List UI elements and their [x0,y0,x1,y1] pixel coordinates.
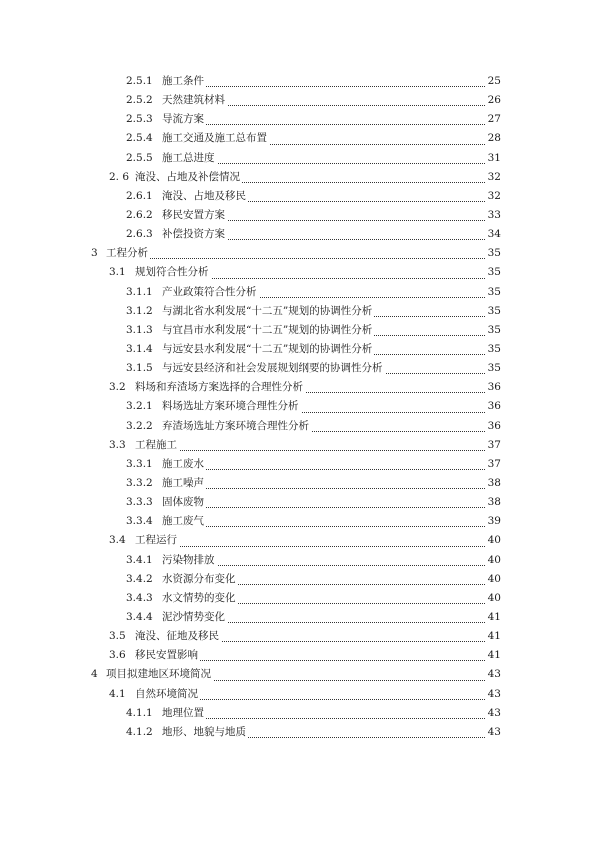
toc-section-title: 水文情势的变化 [162,589,238,608]
toc-section-number: 3.4.1 [126,553,153,566]
toc-section-number: 3.2.1 [126,400,153,413]
dot-leader [162,699,485,719]
toc-page-number: 43 [487,665,501,684]
toc-section-title: 项目拟建地区环境简况 [106,665,213,684]
toc-section-number: 2.6.3 [126,228,153,241]
toc-section-number: 4.1.2 [126,725,153,738]
toc-section-number: 4.1 [109,687,126,700]
toc-page-number: 36 [487,397,501,416]
toc-page-number: 38 [487,493,501,512]
toc-section-title: 与宜昌市水利发展“十二五”规划的协调性分析 [162,321,374,340]
toc-page-number: 35 [487,359,501,378]
toc-section-number: 3.3.1 [126,457,153,470]
toc-section-number: 3.4 [109,534,126,547]
toc-page-number: 40 [487,551,501,570]
toc-page-number: 35 [487,302,501,321]
dot-leader [162,67,485,87]
toc-page-number: 41 [487,608,501,627]
toc-section-title: 工程运行 [135,531,179,550]
toc-section-number: 3.5 [109,630,126,643]
toc-page-number: 43 [487,723,501,742]
toc-section-title: 工程施工 [135,436,179,455]
toc-section-number: 3.1.5 [126,362,153,375]
dot-leader [135,431,485,451]
toc-section-number: 2.5.4 [126,132,153,145]
toc-section-title: 天然建筑材料 [162,91,227,110]
toc-page-number: 25 [487,72,501,91]
toc-page-number: 31 [487,149,501,168]
toc-section-title: 与湖北省水利发展“十二五”规划的协调性分析 [162,302,374,321]
toc-page-number: 43 [487,685,501,704]
toc-section-title: 与远安县水利发展“十二五”规划的协调性分析 [162,340,374,359]
toc-section-number: 3.1.2 [126,304,153,317]
toc-page-number: 40 [487,589,501,608]
toc-section-title: 地形、地貌与地质 [162,723,248,742]
toc-page-number: 40 [487,531,501,550]
toc-section-title: 泥沙情势变化 [162,608,227,627]
toc-page-number: 37 [487,455,501,474]
toc-section-number: 3.3 [109,438,126,451]
toc-section-title: 导流方案 [162,110,206,129]
toc-section-title: 施工交通及施工总布置 [162,129,269,148]
toc-section-title: 产业政策符合性分析 [162,283,259,302]
toc-section-title: 自然环境简况 [135,685,200,704]
toc-section-number: 3 [91,247,98,260]
toc-page-number: 34 [487,225,501,244]
toc-section-number: 3.4.3 [126,591,153,604]
dot-leader [135,526,485,546]
toc-page-number: 35 [487,263,501,282]
toc-section-title: 补偿投资方案 [162,225,227,244]
toc-section-number: 2. 6 [109,170,130,183]
toc-section-title: 工程分析 [106,244,150,263]
toc-section-number: 3.3.2 [126,476,153,489]
toc-section-title: 淹没、占地及补偿情况 [135,168,242,187]
toc-page-number: 35 [487,340,501,359]
toc-page-number: 28 [487,129,501,148]
toc-section-title: 水资源分布变化 [162,570,238,589]
toc-section-number: 3.4.2 [126,572,153,585]
toc-section-title: 移民安置影响 [135,646,200,665]
toc-page-number: 27 [487,110,501,129]
toc-page-number: 35 [487,321,501,340]
toc-section-number: 3.1.1 [126,285,153,298]
toc-section-number: 2.5.5 [126,151,153,164]
toc-section-number: 3.1 [109,266,126,279]
toc-section-title: 规划符合性分析 [135,263,211,282]
toc-section-number: 3.4.4 [126,610,153,623]
toc-page-number: 40 [487,570,501,589]
toc-section-title: 地理位置 [162,704,206,723]
toc-page-number: 43 [487,704,501,723]
toc-page-number: 35 [487,283,501,302]
dot-leader [162,488,485,508]
toc-section-title: 施工条件 [162,72,206,91]
dot-leader [106,239,485,259]
dot-leader [162,450,485,470]
toc-section-number: 2.5.1 [126,75,153,87]
toc-section-number: 3.3.3 [126,496,153,509]
toc-page-number: 41 [487,646,501,665]
toc-page-number: 33 [487,206,501,225]
toc-section-number: 2.6.2 [126,208,153,221]
toc-page-number: 39 [487,512,501,531]
toc-section-number: 4 [91,668,98,681]
toc-page-number: 41 [487,627,501,646]
toc-entry[interactable] [0,723,595,742]
dot-leader [162,469,485,489]
toc-section-title: 施工废水 [162,455,206,474]
toc-section-number: 4.1.1 [126,706,153,719]
toc-section-title: 施工噪声 [162,474,206,493]
toc-section-number: 2.6.1 [126,189,153,202]
toc-section-title: 施工废气 [162,512,206,531]
dot-leader [162,105,485,125]
toc-page-number: 38 [487,474,501,493]
toc-section-title: 料场选址方案环境合理性分析 [162,397,301,416]
toc-section-title: 移民安置方案 [162,206,227,225]
toc-section-title: 淹没、占地及移民 [162,187,248,206]
toc-section-title: 固体废物 [162,493,206,512]
toc-page-number: 36 [487,378,501,397]
toc-section-number: 2.5.2 [126,94,153,107]
toc-section-number: 3.6 [109,649,126,662]
toc-section-number: 3.3.4 [126,515,153,528]
toc-page-number: 32 [487,168,501,187]
toc-section-title: 污染物排放 [162,551,217,570]
toc-section-number: 3.2 [109,381,126,394]
toc-section-title: 弃渣场选址方案环境合理性分析 [162,417,311,436]
toc-section-title: 与远安县经济和社会发展规划纲要的协调性分析 [162,359,385,378]
toc-section-title: 淹没、征地及移民 [135,627,221,646]
toc-page-number: 26 [487,91,501,110]
toc-page-number: 36 [487,417,501,436]
table-of-contents [0,72,595,742]
toc-page-number: 35 [487,244,501,263]
toc-section-title: 施工总进度 [162,149,217,168]
toc-section-number: 2.5.3 [126,113,153,126]
dot-leader [162,507,485,527]
toc-section-number: 3.1.4 [126,342,153,355]
toc-page-number: 32 [487,187,501,206]
toc-section-number: 3.2.2 [126,419,153,432]
toc-page-number: 37 [487,436,501,455]
toc-section-title: 料场和弃渣场方案选择的合理性分析 [135,378,305,397]
toc-section-number: 3.1.3 [126,323,153,336]
